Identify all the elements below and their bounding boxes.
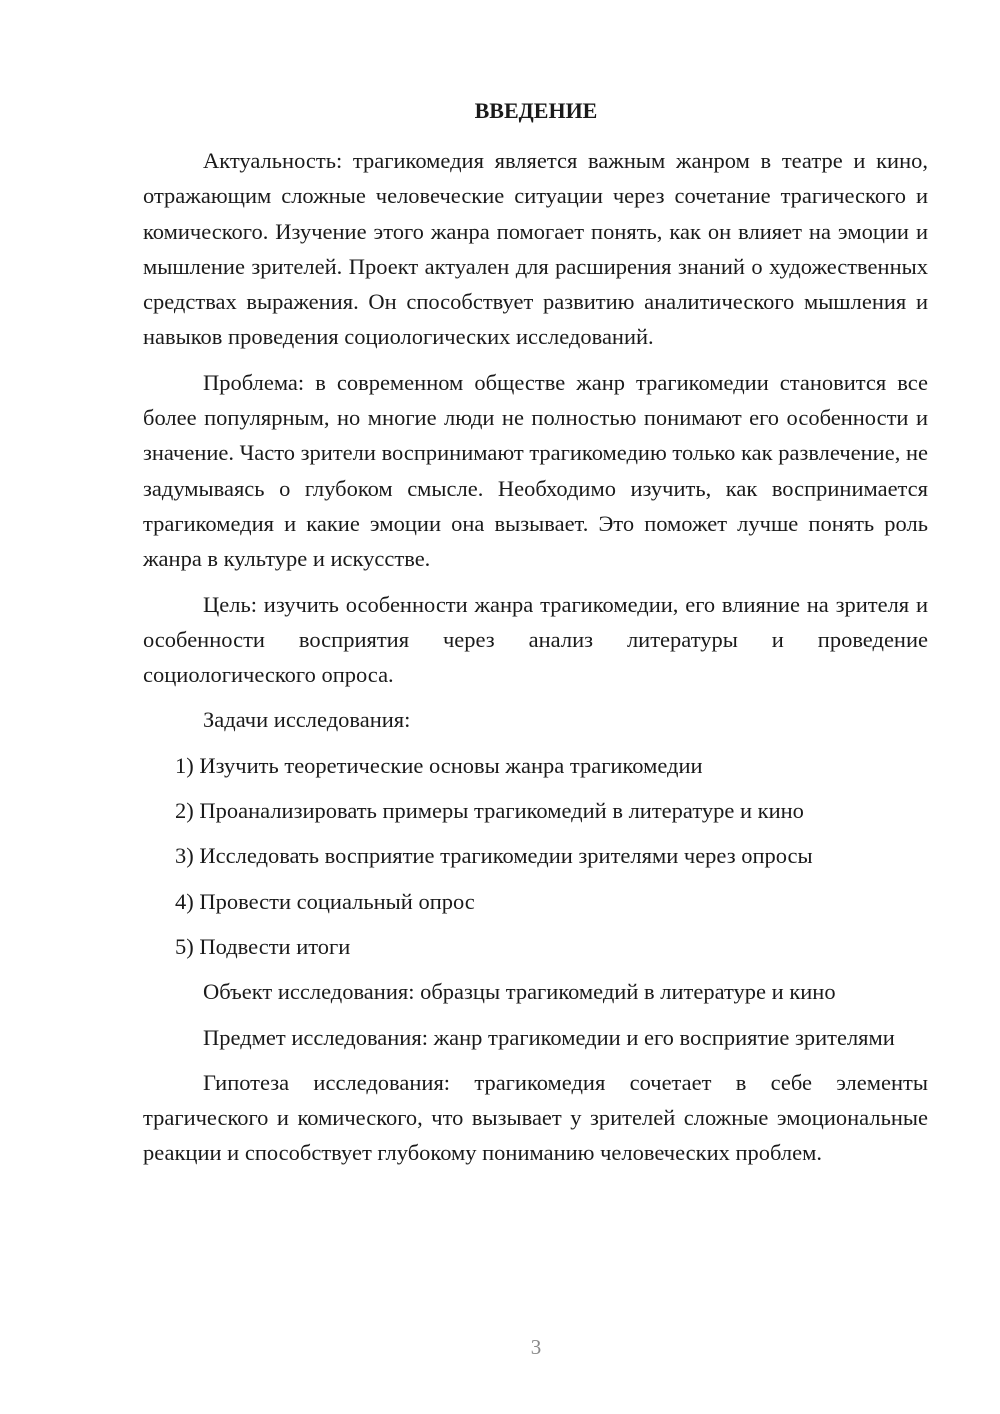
tasks-list (143, 748, 928, 964)
page-title: ВВЕДЕНИЕ (474, 98, 598, 123)
task-item: 5) Подвести итоги (175, 933, 351, 959)
object-paragraph: Объект исследования: образцы трагикомедий в литературе и кино (203, 979, 836, 1005)
task-item: 1) Изучить теоретические основы жанра трагикомедии (175, 752, 703, 778)
problem-paragraph: Проблема: в современном обществе жанр трагикомедии становится все более популярным, но многие люди не полностью понимают его особенности и значение. Часто зрители воспринимают трагикомедию только как развлечение, не задумываясь о глубоком смысле. Необходимо изучить, как воспринимается трагикомедия и какие эмоции она вызывает. Это поможет лучше понять роль жанра в культуре и искусстве. (143, 369, 928, 572)
task-item: 2) Проанализировать примеры трагикомедий в литературе и кино (175, 798, 804, 824)
task-item: 4) Провести социальный опрос (175, 888, 475, 914)
goal-paragraph: Цель: изучить особенности жанра трагикомедии, его влияние на зрителя и особенности восприятия через анализ литературы и проведение социологического опроса. (143, 591, 928, 688)
document-body (143, 143, 928, 1181)
page-number: 3 (530, 1335, 542, 1359)
relevance-paragraph: Актуальность: трагикомедия является важным жанром в театре и кино, отражающим сложные человеческие ситуации через сочетание трагического и комического. Изучение этого жанра помогает понять, как он влияет на эмоции и мышление зрителей. Проект актуален для расширения знаний о художественных средствах выражения. Он способствует развитию аналитического мышления и навыков проведения социологических исследований. (143, 148, 928, 350)
hypothesis-paragraph: Гипотеза исследования: трагикомедия сочетает в себе элементы трагического и комического, что вызывает у зрителей сложные эмоциональные реакции и способствует глубокому пониманию человеческих проблем. (143, 1069, 928, 1166)
tasks-heading: Задачи исследования: (203, 707, 411, 733)
task-item: 3) Исследовать восприятие трагикомедии зрителями через опросы (175, 843, 813, 869)
subject-paragraph: Предмет исследования: жанр трагикомедии и его восприятие зрителями (203, 1024, 895, 1050)
